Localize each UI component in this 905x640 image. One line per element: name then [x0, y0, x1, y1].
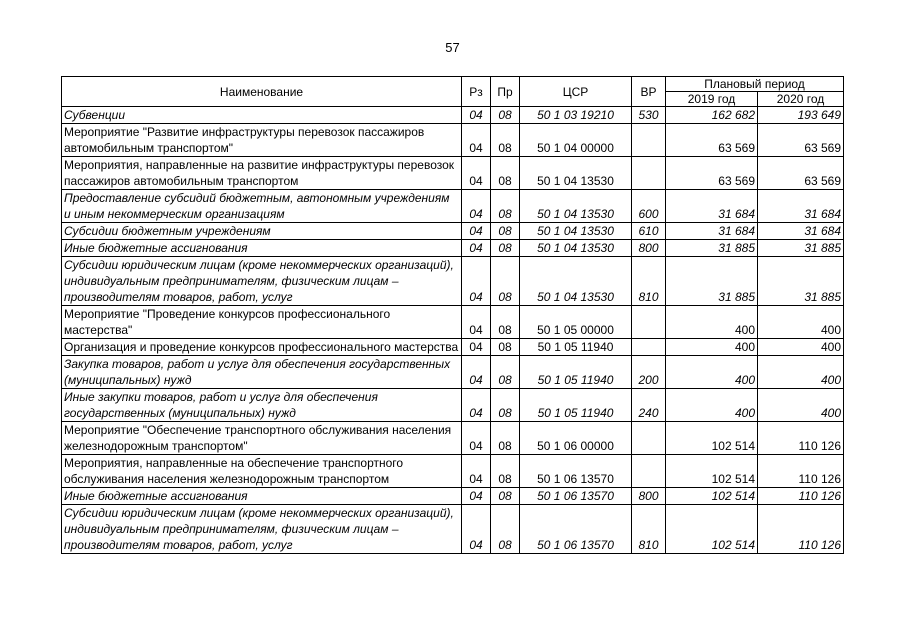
row-name: Субвенции: [62, 107, 462, 124]
row-vr: 530: [632, 107, 666, 124]
row-vr: 800: [632, 488, 666, 505]
budget-table: [61, 76, 844, 554]
table-row: [62, 257, 844, 306]
header-pr: Пр: [491, 77, 520, 107]
row-pr: 08: [491, 455, 520, 488]
row-value-2019: 162 682: [666, 107, 758, 124]
row-value-2020: 110 126: [758, 422, 844, 455]
row-pr: 08: [491, 306, 520, 339]
row-pr: 08: [491, 422, 520, 455]
row-name: Организация и проведение конкурсов профессионального мастерства: [62, 339, 462, 356]
table-row: [62, 356, 844, 389]
row-rz: 04: [462, 223, 491, 240]
row-csr: 50 1 06 00000: [520, 422, 632, 455]
header-vr: ВР: [632, 77, 666, 107]
table-row: [62, 505, 844, 554]
row-rz: 04: [462, 240, 491, 257]
page-number: 57: [445, 40, 460, 55]
row-pr: 08: [491, 124, 520, 157]
row-pr: 08: [491, 240, 520, 257]
row-vr: [632, 306, 666, 339]
row-name: Иные бюджетные ассигнования: [62, 240, 462, 257]
row-name: Иные закупки товаров, работ и услуг для обеспечения государственных (муниципальных) нужд: [62, 389, 462, 422]
row-pr: 08: [491, 356, 520, 389]
row-value-2019: 400: [666, 389, 758, 422]
row-vr: 240: [632, 389, 666, 422]
row-rz: 04: [462, 124, 491, 157]
row-name: Субсидии бюджетным учреждениям: [62, 223, 462, 240]
row-rz: 04: [462, 157, 491, 190]
row-csr: 50 1 05 00000: [520, 306, 632, 339]
row-value-2020: 400: [758, 306, 844, 339]
row-pr: 08: [491, 107, 520, 124]
table-row: [62, 157, 844, 190]
row-rz: 04: [462, 306, 491, 339]
row-name: Мероприятие "Развитие инфраструктуры перевозок пассажиров автомобильным транспортом": [62, 124, 462, 157]
table-row: [62, 223, 844, 240]
row-value-2019: 102 514: [666, 488, 758, 505]
row-rz: 04: [462, 389, 491, 422]
row-value-2019: 63 569: [666, 157, 758, 190]
row-value-2020: 400: [758, 339, 844, 356]
row-name: Иные бюджетные ассигнования: [62, 488, 462, 505]
row-rz: 04: [462, 488, 491, 505]
row-name: Предоставление субсидий бюджетным, автономным учреждениям и иным некоммерческим организациям: [62, 190, 462, 223]
row-value-2020: 31 684: [758, 190, 844, 223]
row-vr: 810: [632, 257, 666, 306]
table-row: [62, 240, 844, 257]
header-csr: ЦСР: [520, 77, 632, 107]
row-csr: 50 1 06 13570: [520, 455, 632, 488]
row-pr: 08: [491, 157, 520, 190]
row-value-2020: 63 569: [758, 124, 844, 157]
row-csr: 50 1 04 00000: [520, 124, 632, 157]
row-vr: 610: [632, 223, 666, 240]
row-value-2019: 400: [666, 306, 758, 339]
row-csr: 50 1 04 13530: [520, 157, 632, 190]
row-csr: 50 1 04 13530: [520, 257, 632, 306]
row-pr: 08: [491, 339, 520, 356]
row-name: Субсидии юридическим лицам (кроме некоммерческих организаций), индивидуальным предпринимателям, физическим лицам – производителям товаров, работ, услуг: [62, 257, 462, 306]
row-csr: 50 1 04 13530: [520, 223, 632, 240]
row-name: Закупка товаров, работ и услуг для обеспечения государственных (муниципальных) нужд: [62, 356, 462, 389]
row-rz: 04: [462, 505, 491, 554]
header-year-2019: 2019 год: [666, 92, 758, 107]
row-value-2020: 400: [758, 389, 844, 422]
table-row: [62, 455, 844, 488]
row-vr: 810: [632, 505, 666, 554]
table-row: [62, 190, 844, 223]
row-value-2020: 110 126: [758, 505, 844, 554]
row-csr: 50 1 06 13570: [520, 488, 632, 505]
row-value-2019: 102 514: [666, 422, 758, 455]
row-vr: 600: [632, 190, 666, 223]
row-value-2019: 102 514: [666, 505, 758, 554]
row-vr: 200: [632, 356, 666, 389]
table-row: [62, 306, 844, 339]
row-value-2019: 31 684: [666, 190, 758, 223]
row-pr: 08: [491, 257, 520, 306]
row-rz: 04: [462, 422, 491, 455]
row-pr: 08: [491, 505, 520, 554]
row-value-2019: 102 514: [666, 455, 758, 488]
header-rz: Рз: [462, 77, 491, 107]
row-pr: 08: [491, 190, 520, 223]
row-vr: [632, 339, 666, 356]
row-value-2020: 110 126: [758, 488, 844, 505]
row-csr: 50 1 03 19210: [520, 107, 632, 124]
row-value-2020: 193 649: [758, 107, 844, 124]
row-rz: 04: [462, 455, 491, 488]
row-rz: 04: [462, 339, 491, 356]
table-row: [62, 124, 844, 157]
row-vr: [632, 124, 666, 157]
table-row: [62, 422, 844, 455]
row-vr: [632, 422, 666, 455]
row-value-2020: 31 885: [758, 257, 844, 306]
table-row: [62, 389, 844, 422]
row-value-2020: 31 885: [758, 240, 844, 257]
row-vr: 800: [632, 240, 666, 257]
row-name: Мероприятия, направленные на развитие инфраструктуры перевозок пассажиров автомобильным транспортом: [62, 157, 462, 190]
header-plan-period: Плановый период: [666, 77, 844, 92]
row-value-2019: 63 569: [666, 124, 758, 157]
row-value-2020: 400: [758, 356, 844, 389]
header-name: Наименование: [62, 77, 462, 107]
row-value-2019: 31 885: [666, 240, 758, 257]
row-name: Субсидии юридическим лицам (кроме некоммерческих организаций), индивидуальным предпринимателям, физическим лицам – производителям товаров, работ, услуг: [62, 505, 462, 554]
row-pr: 08: [491, 488, 520, 505]
table-body: [62, 107, 844, 554]
row-value-2019: 400: [666, 356, 758, 389]
row-rz: 04: [462, 356, 491, 389]
row-pr: 08: [491, 223, 520, 240]
row-csr: 50 1 04 13530: [520, 240, 632, 257]
row-value-2020: 31 684: [758, 223, 844, 240]
row-csr: 50 1 05 11940: [520, 389, 632, 422]
row-csr: 50 1 05 11940: [520, 339, 632, 356]
row-vr: [632, 157, 666, 190]
row-value-2019: 31 885: [666, 257, 758, 306]
row-csr: 50 1 05 11940: [520, 356, 632, 389]
row-csr: 50 1 04 13530: [520, 190, 632, 223]
table-row: [62, 107, 844, 124]
table-row: [62, 339, 844, 356]
row-name: Мероприятие "Проведение конкурсов профессионального мастерства": [62, 306, 462, 339]
row-name: Мероприятия, направленные на обеспечение транспортного обслуживания населения железнодорожным транспортом: [62, 455, 462, 488]
row-pr: 08: [491, 389, 520, 422]
row-value-2019: 31 684: [666, 223, 758, 240]
header-year-2020: 2020 год: [758, 92, 844, 107]
row-value-2020: 63 569: [758, 157, 844, 190]
row-rz: 04: [462, 257, 491, 306]
table-row: [62, 488, 844, 505]
row-rz: 04: [462, 190, 491, 223]
row-rz: 04: [462, 107, 491, 124]
row-value-2019: 400: [666, 339, 758, 356]
row-name: Мероприятие "Обеспечение транспортного обслуживания населения железнодорожным транспортом": [62, 422, 462, 455]
row-value-2020: 110 126: [758, 455, 844, 488]
row-vr: [632, 455, 666, 488]
row-csr: 50 1 06 13570: [520, 505, 632, 554]
